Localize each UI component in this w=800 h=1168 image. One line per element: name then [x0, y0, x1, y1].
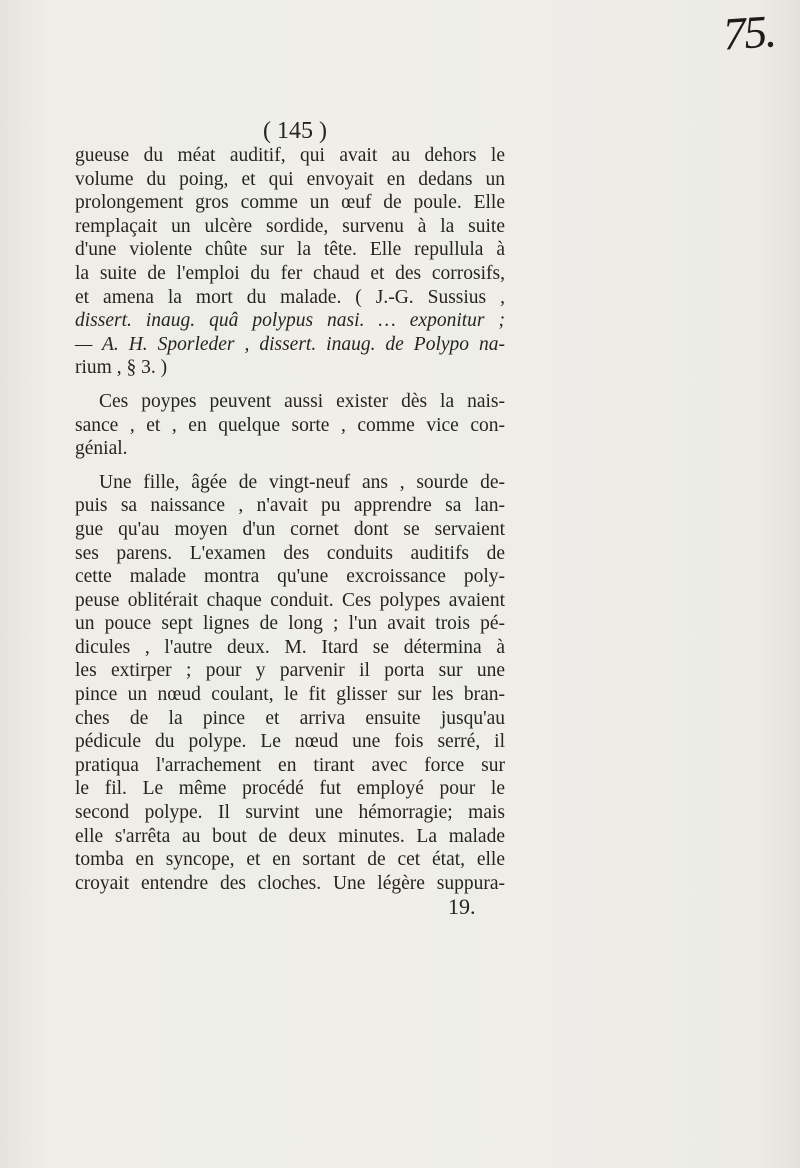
text-line: pratiqua l'arrachement en tirant avec force sur — [75, 754, 505, 776]
text-line: peuse oblitérait chaque conduit. Ces polypes avaient — [75, 589, 505, 611]
text-line: elle s'arrêta au bout de deux minutes. La malade — [75, 825, 505, 847]
folio-mark: 75. — [720, 5, 776, 60]
text-line: second polype. Il survint une hémorragie; mais — [75, 802, 505, 824]
text-line: — A. H. Sporleder , dissert. inaug. de Polypo na- — [75, 333, 505, 355]
text-line: un pouce sept lignes de long ; l'un avait trois pé- — [75, 613, 505, 635]
text-line: pince un nœud coulant, le fit glisser sur les bran- — [75, 684, 505, 706]
signature-mark: 19. — [448, 894, 476, 919]
text-line: prolongement gros comme un œuf de poule. Elle — [75, 192, 505, 214]
text-line: ches de la pince et arriva ensuite jusqu'au — [75, 707, 505, 729]
text-line: la suite de l'emploi du fer chaud et des corrosifs, — [75, 262, 505, 284]
text-line: sance , et , en quelque sorte , comme vice con- — [75, 414, 505, 436]
text-line: dissert. inaug. quâ polypus nasi. … exponitur ; — [75, 310, 505, 332]
text-line: dicules , l'autre deux. M. Itard se détermina à — [75, 636, 505, 658]
text-line: d'une violente chûte sur la tête. Elle repullula à — [75, 239, 505, 261]
text-line: Ces poypes peuvent aussi exister dès la nais- — [99, 390, 505, 412]
text-line: cette malade montra qu'une excroissance poly- — [75, 566, 505, 588]
text-line: remplaçait un ulcère sordide, survenu à la suite — [75, 215, 505, 237]
text-line: le fil. Le même procédé fut employé pour le — [75, 778, 505, 800]
text-line: tomba en syncope, et en sortant de cet état, elle — [75, 849, 505, 871]
text-line: pédicule du polype. Le nœud une fois serré, il — [75, 731, 505, 753]
text-line: rium , § 3. ) — [75, 357, 168, 379]
text-line: gueuse du méat auditif, qui avait au dehors le — [75, 145, 505, 166]
text-line: gue qu'au moyen d'un cornet dont se servaient — [75, 518, 505, 540]
text-line: génial. — [75, 438, 128, 460]
text-line: et amena la mort du malade. ( J.-G. Sussius , — [75, 286, 505, 308]
body-text — [75, 144, 505, 895]
text-line: puis sa naissance , n'avait pu apprendre sa lan- — [75, 495, 505, 517]
text-line: croyait entendre des cloches. Une légère suppura- — [75, 872, 505, 894]
text-line: Une fille, âgée de vingt-neuf ans , sourde de- — [99, 471, 505, 493]
page-number: ( 145 ) — [263, 118, 327, 144]
text-line: ses parens. L'examen des conduits auditifs de — [75, 542, 505, 564]
text-line: volume du poing, et qui envoyait en dedans un — [75, 168, 505, 190]
text-line: les extirper ; pour y parvenir il porta sur une — [75, 660, 505, 682]
